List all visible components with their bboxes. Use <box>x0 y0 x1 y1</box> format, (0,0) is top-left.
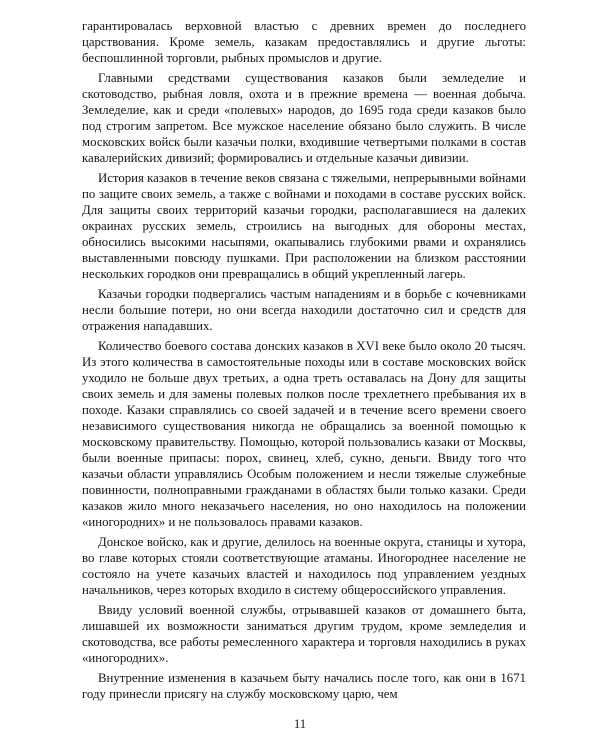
page-number: 11 <box>293 717 307 731</box>
document-page <box>82 18 526 706</box>
paragraph-internal-changes: Внутренние изменения в казачьем быту начались после того, как они в 1671 году принесли присягу на службу московскому царю, чем <box>82 671 526 701</box>
paragraph-military-service: Ввиду условий военной службы, отрывавшей казаков от домашнего быта, лишавшей их возможности заниматься другим трудом, кроме земледелия и скотоводства, все работы ремесленного характера и торговля находились в руках «иногородних». <box>82 603 526 665</box>
paragraph-don-host-structure: Донское войско, как и другие, делилось на военные округа, станицы и хутора, во главе которых стояли соответствующие атаманы. Иногороднее население не состояло на учете казачьих властей и находилось под управлением уездных начальников, через которых входило в систему общероссийского управления. <box>82 535 526 597</box>
paragraph-livelihood: Главными средствами существования казаков были земледелие и скотоводство, рыбная ловля, охота и в прежние времена — военная добыча. Земледелие, как и среди «полевых» народов, до 1695 года среди казаков было под строгим запретом. Все мужское население обязано было служить. В числе московских войск были казачьи полки, входившие четвертыми полками в состав кавалерийских дивизий; формировались и отдельные казачьи дивизии. <box>82 71 526 165</box>
paragraph-history-wars: История казаков в течение веков связана с тяжелыми, непрерывными войнами по защите своих земель, а также с войнами и походами в составе русских войск. Для защиты своих территорий казачьи городки, располагавшиеся на далеких окраинах русских земель, строились на выгодных для обороны местах, обносились высокими насыпями, окапывались глубокими рвами и охранялись выставленными повсюду пушками. При расположении на близком расстоянии нескольких городков они превращались в общий укрепленный лагерь. <box>82 171 526 281</box>
paragraph-continuation: гарантировалась верховной властью с древних времен до последнего царствования. Кроме земель, казакам предоставлялись и другие льготы: беспошлинной торговли, рыбных промыслов и другие. <box>82 19 526 65</box>
paragraph-town-attacks: Казачьи городки подвергались частым нападениям и в борьбе с кочевниками несли большие потери, но они всегда находили достаточно сил и средств для отражения нападавших. <box>82 287 526 333</box>
paragraph-don-cossacks-strength: Количество боевого состава донских казаков в XVI веке было около 20 тысяч. Из этого количества в самостоятельные походы или в составе московских войск уходило не больше двух третьих, а одна треть оставалась на Дону для защиты своих земель и для замены полевых полков после трехлетнего пребывания их в походе. Казаки справлялись со своей задачей и в течение всего времени своего независимого существования никогда не обращались за военной помощью к московскому правительству. Помощью, которой пользовались казаки от Москвы, были военные припасы: порох, свинец, хлеб, сукно, деньги. Ввиду того что казачьи области управлялись Особым положением и несли тяжелые служебные повинности, полноправными гражданами в областях были только казаки. Среди казаков жило много неказачьего населения, но оно находилось на положении «иногородних» и не пользовалось правами казаков. <box>82 339 526 529</box>
